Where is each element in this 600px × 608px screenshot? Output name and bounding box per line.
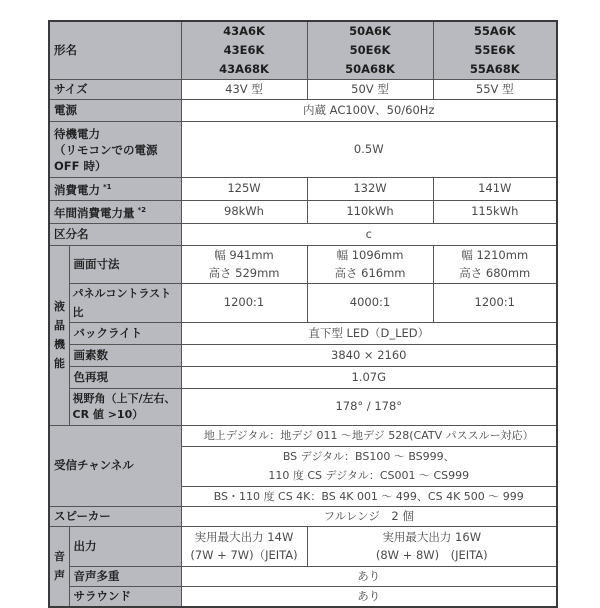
viewing-angle-row [49, 388, 557, 425]
audio-multiplex-label: 音声多重 [69, 566, 181, 586]
consumption-row [49, 178, 557, 201]
audio-output-row [49, 526, 557, 566]
standby-label: 待機電力 （リモコンでの電源 OFF 時） [49, 122, 181, 178]
annual-value: 110kWh [307, 200, 433, 223]
terrestrial-channels: 地上デジタル：地デジ 011 ～地デジ 528(CATV パススルー対応） [181, 425, 557, 446]
power-source-row [49, 100, 557, 122]
annual-value: 115kWh [433, 200, 557, 223]
footnote-mark: *1 [103, 183, 112, 191]
annual-row [49, 200, 557, 223]
contrast-label: パネルコントラスト比 [69, 283, 181, 322]
audio-output-value: 実用最大出力 16W (8W + 8W) (JEITA) [307, 526, 557, 566]
contrast-value: 1200:1 [181, 283, 307, 322]
power-source-value: 内蔵 AC100V、50/60Hz [181, 100, 557, 122]
surround-value: あり [181, 586, 557, 607]
model-label: 形名 [49, 21, 181, 80]
surround-label: サラウンド [69, 586, 181, 607]
model-col-55: 55A6K 55E6K 55A68K [433, 21, 557, 80]
audio-output-value: 実用最大出力 14W (7W + 7W)（JEITA) [181, 526, 307, 566]
4k-channels: BS・110 度 CS 4K：BS 4K 001 ～ 499、CS 4K 500 ～ 999 [181, 486, 557, 506]
annual-value: 98kWh [181, 200, 307, 223]
audio-multiplex-value: あり [181, 566, 557, 586]
backlight-label: バックライト [69, 322, 181, 344]
contrast-value: 4000:1 [307, 283, 433, 322]
category-label: 区分名 [49, 223, 181, 245]
pixels-value: 3840 × 2160 [181, 344, 557, 366]
size-value: 50V 型 [307, 80, 433, 100]
spec-table [48, 20, 558, 608]
screen-size-row [49, 245, 557, 283]
backlight-row [49, 322, 557, 344]
screen-size-label: 画面寸法 [69, 245, 181, 283]
bs-cs-channels: BS デジタル：BS100 ～ BS999、 110 度 CS デジタル：CS001 ～ CS999 [181, 446, 557, 486]
consumption-value: 141W [433, 178, 557, 201]
screen-size-value: 幅 1096mm 高さ 616mm [307, 245, 433, 283]
standby-value: 0.5W [181, 122, 557, 178]
channels-row-terrestrial [49, 425, 557, 446]
color-row [49, 366, 557, 388]
footnote-mark: *2 [137, 205, 147, 214]
size-value: 43V 型 [181, 80, 307, 100]
viewing-angle-value: 178° / 178° [181, 388, 557, 425]
contrast-value: 1200:1 [433, 283, 557, 322]
lcd-group-label: 液 晶 機 能 [49, 245, 69, 425]
consumption-value: 132W [307, 178, 433, 201]
audio-multiplex-row [49, 566, 557, 586]
annual-label: 年間消費電力量 $^{*2}$ [49, 200, 181, 223]
speaker-value: フルレンジ 2 個 [181, 506, 557, 526]
channels-label: 受信チャンネル [49, 425, 181, 506]
screen-size-value: 幅 1210mm 高さ 680mm [433, 245, 557, 283]
pixels-row [49, 344, 557, 366]
speaker-label: スピーカー [49, 506, 181, 526]
size-value: 55V 型 [433, 80, 557, 100]
category-value: c [181, 223, 557, 245]
consumption-label: 消費電力 $^{*1}$ [49, 178, 181, 201]
category-row [49, 223, 557, 245]
backlight-value: 直下型 LED（D_LED） [181, 322, 557, 344]
audio-output-label: 出力 [69, 526, 181, 566]
size-row [49, 80, 557, 100]
screen-size-value: 幅 941mm 高さ 529mm [181, 245, 307, 283]
standby-row [49, 122, 557, 178]
speaker-row [49, 506, 557, 526]
power-source-label: 電源 [49, 100, 181, 122]
contrast-row [49, 283, 557, 322]
consumption-value: 125W [181, 178, 307, 201]
pixels-label: 画素数 [69, 344, 181, 366]
size-label: サイズ [49, 80, 181, 100]
color-label: 色再現 [69, 366, 181, 388]
audio-group-label: 音 声 [49, 526, 69, 607]
model-col-50: 50A6K 50E6K 50A68K [307, 21, 433, 80]
model-col-43: 43A6K 43E6K 43A68K [181, 21, 307, 80]
viewing-angle-label: 視野角（上下/左右、 CR 値 >10） [69, 388, 181, 425]
color-value: 1.07G [181, 366, 557, 388]
surround-row [49, 586, 557, 607]
header-row [49, 21, 557, 80]
